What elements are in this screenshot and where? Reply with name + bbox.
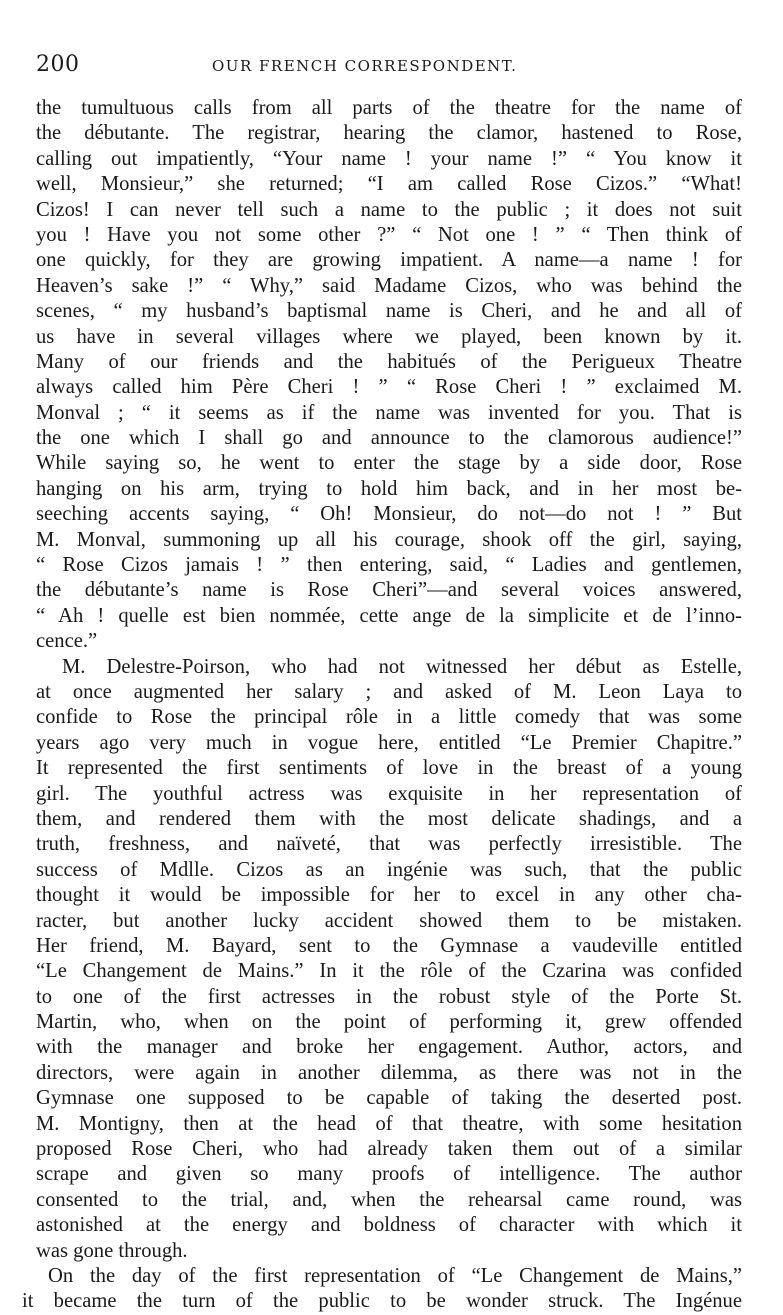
text-line: it became the turn of the public to be wonder struck. The Ingénue [22, 1290, 742, 1313]
text-line: with the manager and broke her engagement. Author, actors, and [36, 1036, 742, 1059]
text-line: you ! Have you not some other ?” “ Not one ! ” “ Then think of [36, 223, 742, 246]
text-line: hanging on his arm, trying to hold him back, and in her most be- [36, 477, 742, 500]
text-line: racter, but another lucky accident showed them to be mistaken. [36, 909, 742, 932]
text-line: While saying so, he went to enter the stage by a side door, Rose [36, 452, 742, 475]
text-line: Monval ; “ it seems as if the name was invented for you. That is [36, 401, 742, 424]
text-line: scenes, “ my husband’s baptismal name is Cheri, and he and all of [36, 300, 742, 323]
text-line: success of Mdlle. Cizos as an ingénie was such, that the public [36, 858, 742, 881]
text-line: to one of the first actresses in the robust style of the Porte St. [36, 985, 742, 1008]
paragraph-start-line: On the day of the first representation of “Le Changement de Mains,” [48, 1264, 742, 1287]
text-line: scrape and given so many proofs of intelligence. The author [36, 1163, 742, 1186]
text-line: “ Rose Cizos jamais ! ” then entering, said, “ Ladies and gentlemen, [36, 554, 742, 577]
text-line: M. Monval, summoning up all his courage, shook off the girl, saying, [36, 528, 742, 551]
text-line: the débutante. The registrar, hearing the clamor, hastened to Rose, [36, 122, 742, 145]
text-line: truth, freshness, and naïveté, that was perfectly irresistible. The [36, 833, 742, 856]
text-line: Gymnase one supposed to be capable of taking the deserted post. [36, 1087, 742, 1110]
text-line: Cizos! I can never tell such a name to the public ; it does not suit [36, 198, 742, 221]
text-line: Many of our friends and the habitués of the Perigueux Theatre [36, 350, 742, 373]
text-line: Her friend, M. Bayard, sent to the Gymnase a vaudeville entitled [36, 934, 742, 957]
text-line: Heaven’s sake !” “ Why,” said Madame Cizos, who was behind the [36, 274, 742, 297]
text-line: at once augmented her salary ; and asked of M. Leon Laya to [36, 680, 742, 703]
text-line: them, and rendered them with the most delicate shadings, and a [36, 807, 742, 830]
article-body [22, 96, 742, 1315]
text-line: directors, were again in another dilemma, as there was not in the [36, 1061, 742, 1084]
text-line: astonished at the energy and boldness of character with which it [36, 1214, 742, 1237]
text-line: proposed Rose Cheri, who had already taken them out of a similar [36, 1138, 742, 1161]
text-line: girl. The youthful actress was exquisite in her representation of [36, 782, 742, 805]
page-number: 200 [36, 52, 80, 77]
page-header [36, 52, 744, 80]
text-line: years ago very much in vogue here, entitled “Le Premier Chapitre.” [36, 731, 742, 754]
text-line: the débutante’s name is Rose Cheri”—and several voices answered, [36, 579, 742, 602]
text-line: Martin, who, when on the point of performing it, grew offended [36, 1011, 742, 1034]
text-line: well, Monsieur,” she returned; “I am called Rose Cizos.” “What! [36, 173, 742, 196]
text-line: M. Montigny, then at the head of that theatre, with some hesitation [36, 1112, 742, 1135]
text-line: calling out impatiently, “Your name ! your name !” “ You know it [36, 147, 742, 170]
text-line: “Le Changement de Mains.” In it the rôle of the Czarina was confided [36, 960, 742, 983]
text-line: us have in several villages where we played, been known by it. [36, 325, 742, 348]
text-line: “ Ah ! quelle est bien nommée, cette ange de la simplicite et de l’inno- [36, 604, 742, 627]
text-line: the one which I shall go and announce to the clamorous audience!” [36, 427, 742, 450]
text-line: confide to Rose the principal rôle in a little comedy that was some [36, 706, 742, 729]
text-line: was gone through. [36, 1239, 188, 1262]
text-line: one quickly, for they are growing impatient. A name—a name ! for [36, 249, 742, 272]
text-line: consented to the trial, and, when the rehearsal came round, was [36, 1188, 742, 1211]
text-line: It represented the first sentiments of love in the breast of a young [36, 757, 742, 780]
running-title: OUR FRENCH CORRESPONDENT. [212, 57, 518, 75]
paragraph-start-line: M. Delestre-Poirson, who had not witnessed her début as Estelle, [62, 655, 742, 678]
text-line: always called him Père Cheri ! ” “ Rose Cheri ! ” exclaimed M. [36, 376, 742, 399]
text-line: cence.” [36, 630, 98, 653]
text-line: thought it would be impossible for her to excel in any other cha- [36, 884, 742, 907]
text-line: the tumultuous calls from all parts of the theatre for the name of [36, 97, 742, 119]
text-line: seeching accents saying, “ Oh! Monsieur, do not—do not ! ” But [36, 503, 742, 526]
